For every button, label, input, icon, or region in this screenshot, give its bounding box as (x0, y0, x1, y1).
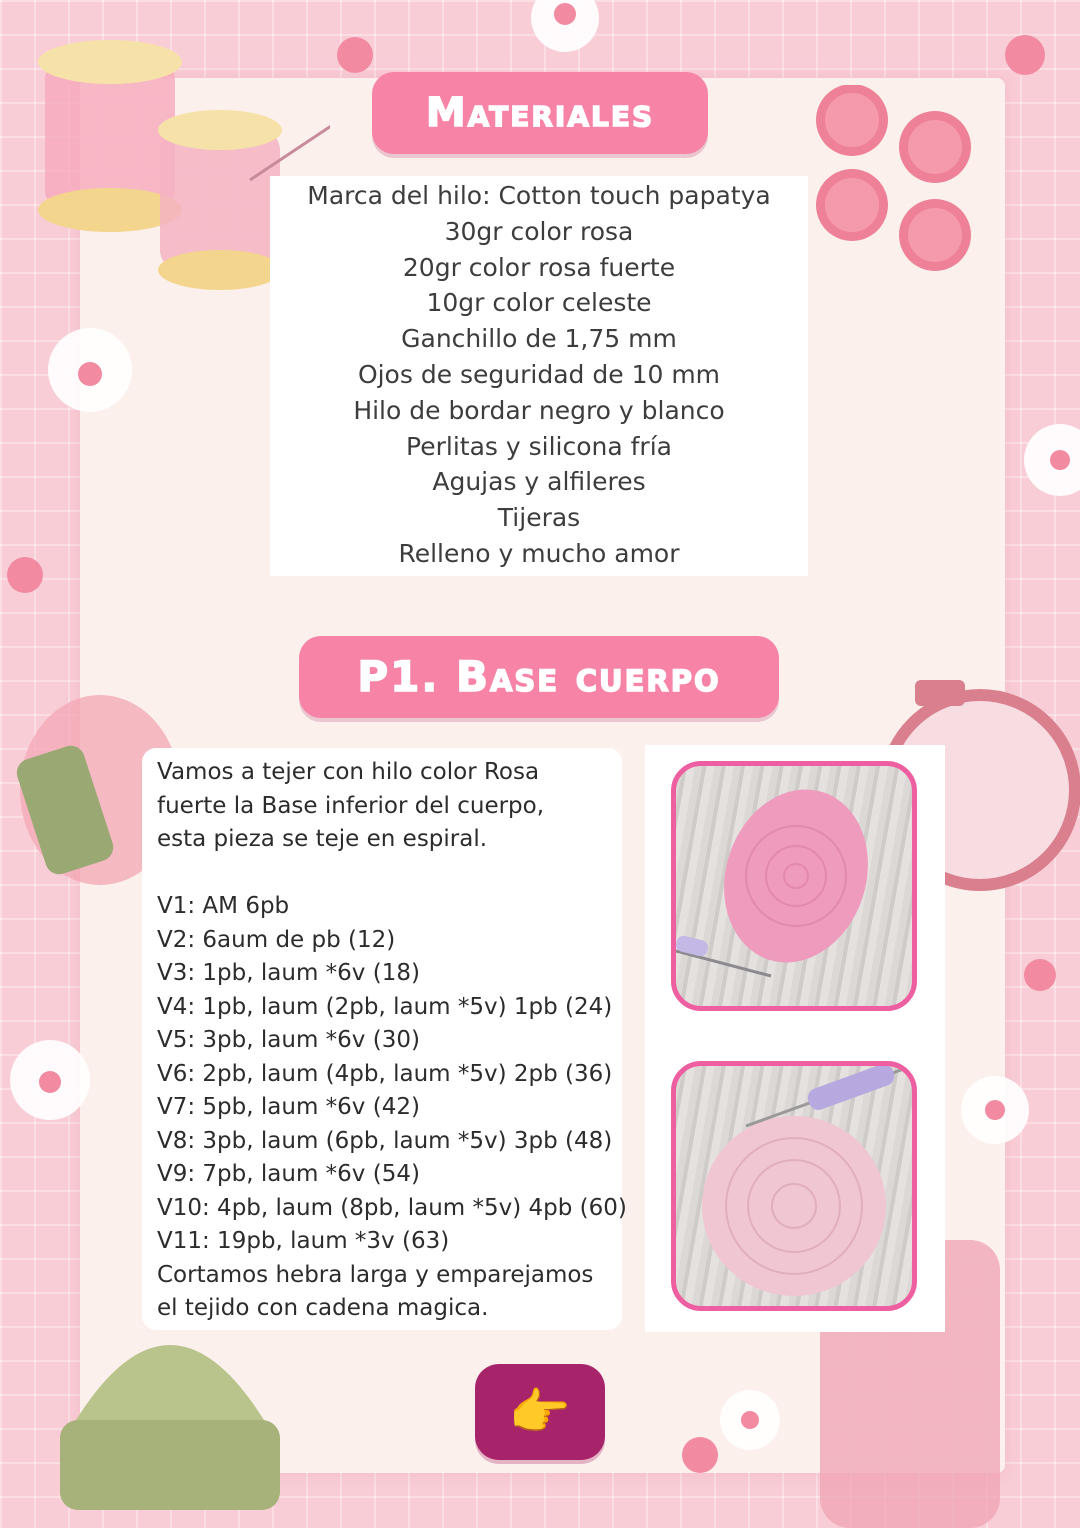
round-line: V11: 19pb, laum *3v (63) (157, 1228, 450, 1254)
intro-line: esta pieza se teje en espiral. (157, 826, 488, 852)
photo-panel (645, 745, 945, 1332)
materials-item: Tijeras (497, 503, 581, 533)
round-line: V9: 7pb, laum *6v (54) (157, 1161, 420, 1187)
closing-line: el tejido con cadena magica. (157, 1295, 489, 1321)
round-line: V8: 3pb, laum (6pb, laum *5v) 3pb (48) (157, 1127, 613, 1154)
materials-item: Relleno y mucho amor (398, 538, 680, 568)
round-line: V3: 1pb, laum *6v (18) (157, 960, 420, 986)
pointing-right-hand-icon: 👉 (508, 1383, 572, 1441)
materials-item: Marca del hilo: Cotton touch papatya (307, 181, 771, 210)
round-line: V10: 4pb, laum (8pb, laum *5v) 4pb (60) (157, 1194, 627, 1221)
round-line: V1: AM 6pb (157, 893, 290, 919)
materials-item: Ojos de seguridad de 10 mm (357, 359, 721, 389)
crochet-base-photo-top (671, 761, 917, 1011)
round-line: V6: 2pb, laum (4pb, laum *5v) 2pb (36) (157, 1060, 613, 1087)
materials-item: Ganchillo de 1,75 mm (401, 324, 677, 354)
materials-list (270, 176, 808, 576)
round-line: V2: 6aum de pb (12) (157, 926, 396, 953)
spacer (157, 857, 622, 891)
materials-item: 30gr color rosa (444, 216, 634, 246)
materials-item: Agujas y alfileres (432, 467, 646, 497)
materials-item: Perlitas y silicona fría (406, 431, 672, 461)
materials-heading: Materiales (372, 72, 708, 154)
intro-line: Vamos a tejer con hilo color Rosa (157, 759, 540, 785)
next-page-button[interactable] (475, 1364, 605, 1460)
intro-line: fuerte la Base inferior del cuerpo, (157, 792, 545, 819)
instructions-card (142, 748, 627, 1330)
round-line: V7: 5pb, laum *6v (42) (157, 1094, 420, 1120)
round-line: V5: 3pb, laum *6v (30) (157, 1027, 420, 1053)
materials-item: 20gr color rosa fuerte (402, 252, 676, 282)
closing-line: Cortamos hebra larga y emparejamos (157, 1261, 594, 1288)
materials-item: 10gr color celeste (426, 288, 652, 318)
materials-item: Hilo de bordar negro y blanco (353, 395, 725, 425)
section-heading: P1. Base cuerpo (299, 636, 779, 718)
crochet-base-photo-bottom (671, 1061, 917, 1311)
round-line: V4: 1pb, laum (2pb, laum *5v) 1pb (24) (157, 993, 613, 1020)
